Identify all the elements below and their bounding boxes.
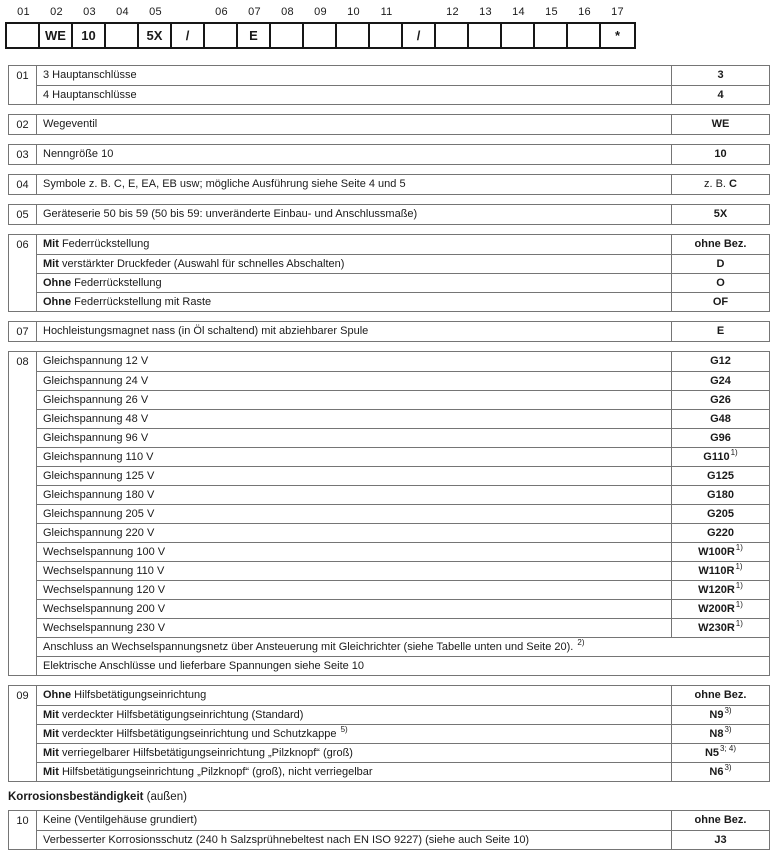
option-code-value: N6 — [709, 766, 724, 778]
option-description — [37, 811, 671, 830]
option-description — [37, 448, 671, 466]
table-row — [37, 292, 769, 311]
option-description — [37, 86, 671, 104]
option-code-value: G26 — [710, 394, 731, 406]
option-description — [37, 657, 769, 675]
option-code — [671, 486, 769, 504]
option-code-value: N8 — [709, 728, 724, 740]
footnote-marker: 1) — [735, 562, 743, 572]
option-description-text: Wegeventil — [43, 118, 98, 130]
table-row — [37, 599, 769, 618]
group-number: 02 — [9, 115, 37, 134]
table-row — [37, 561, 769, 580]
option-description — [37, 467, 671, 485]
option-group — [8, 810, 770, 850]
option-code-value: 5X — [713, 208, 728, 220]
option-code-value: G220 — [707, 527, 734, 539]
group-number: 03 — [9, 145, 37, 164]
option-code-value: W200R — [698, 603, 735, 615]
option-code — [671, 429, 769, 447]
option-description-text: Gleichspannung 48 V — [43, 413, 149, 425]
option-code — [671, 293, 769, 311]
order-code-table — [5, 6, 636, 49]
code-box — [469, 24, 502, 47]
option-description-bold: Mit — [43, 766, 59, 778]
position-number: 01 — [17, 6, 30, 18]
option-description — [37, 391, 671, 409]
code-box — [337, 24, 370, 47]
footnote-marker: 1) — [730, 448, 738, 458]
option-description-text: Gleichspannung 220 V — [43, 527, 155, 539]
option-description — [37, 255, 671, 273]
position-number: 04 — [116, 6, 129, 18]
option-description-text: Gleichspannung 12 V — [43, 355, 149, 367]
table-row — [37, 235, 769, 254]
option-description — [37, 322, 671, 341]
option-description-text: Elektrische Anschlüsse und lieferbare Spannungen siehe Seite 10 — [43, 660, 365, 672]
option-description-text: 4 Hauptanschlüsse — [43, 89, 137, 101]
option-code — [671, 235, 769, 254]
code-box — [106, 24, 139, 47]
option-description — [37, 505, 671, 523]
option-code — [671, 145, 769, 164]
section-heading-bold: Korrosionsbeständigkeit — [8, 791, 144, 803]
position-number: 15 — [545, 6, 558, 18]
option-description-text: verdeckter Hilfsbetätigungseinrichtung und Schutzkappe — [58, 728, 340, 740]
option-description — [37, 66, 671, 85]
group-number: 04 — [9, 175, 37, 194]
option-description-text: Symbole z. B. C, E, EA, EB usw; mögliche Ausführung siehe Seite 4 und 5 — [43, 178, 406, 190]
option-description — [37, 115, 671, 134]
option-description-text: Gleichspannung 24 V — [43, 375, 149, 387]
footnote-marker: 3) — [724, 763, 732, 773]
option-group — [8, 351, 770, 676]
option-description-text: Gleichspannung 110 V — [43, 451, 154, 463]
position-number: 06 — [215, 6, 228, 18]
option-code-value: G12 — [710, 355, 731, 367]
option-description-text: Wechselspannung 200 V — [43, 603, 166, 615]
option-code-value: W100R — [698, 546, 735, 558]
code-box — [568, 24, 601, 47]
position-number: 12 — [446, 6, 459, 18]
option-description — [37, 205, 671, 224]
code-box: 10 — [73, 24, 106, 47]
option-code-value: W110R — [698, 565, 735, 577]
code-box: WE — [40, 24, 73, 47]
option-description-text: Wechselspannung 120 V — [43, 584, 166, 596]
option-description-bold: Mit — [43, 258, 59, 270]
option-group — [8, 321, 770, 342]
table-row — [37, 352, 769, 371]
position-number: 09 — [314, 6, 327, 18]
option-description — [37, 486, 671, 504]
table-row — [37, 743, 769, 762]
option-description — [37, 274, 671, 292]
option-group — [8, 174, 770, 195]
group-number: 06 — [9, 235, 37, 311]
position-number: 05 — [149, 6, 162, 18]
option-description-text: Hochleistungsmagnet nass (in Öl schaltend) mit abziehbarer Spule — [43, 325, 369, 337]
option-code-value: J3 — [714, 834, 727, 846]
option-code-value: G125 — [707, 470, 734, 482]
table-row — [37, 390, 769, 409]
group-number: 05 — [9, 205, 37, 224]
table-row — [37, 409, 769, 428]
option-code-value: ohne Bez. — [694, 814, 747, 826]
table-row — [37, 254, 769, 273]
option-description-text: Hilfsbetätigungseinrichtung — [71, 689, 207, 701]
option-description-text: Gleichspannung 125 V — [43, 470, 155, 482]
option-group — [8, 685, 770, 782]
table-row — [37, 273, 769, 292]
option-code — [671, 205, 769, 224]
code-box: / — [403, 24, 436, 47]
table-row — [37, 205, 769, 224]
table-row — [37, 580, 769, 599]
table-row — [37, 66, 769, 85]
option-description-text: Wechselspannung 110 V — [43, 565, 165, 577]
code-box — [502, 24, 535, 47]
option-code — [671, 372, 769, 390]
option-code — [671, 831, 769, 849]
option-code — [671, 175, 769, 194]
option-description — [37, 410, 671, 428]
option-description-text: Nenngröße 10 — [43, 148, 114, 160]
option-description — [37, 725, 671, 743]
option-description-text: Geräteserie 50 bis 59 (50 bis 59: unveränderte Einbau- und Anschlussmaße) — [43, 208, 418, 220]
option-description-text: verstärkter Druckfeder (Auswahl für schnelles Abschalten) — [58, 258, 345, 270]
table-row — [37, 447, 769, 466]
option-code — [671, 763, 769, 781]
option-description-text: Federrückstellung — [58, 238, 150, 250]
table-row — [37, 466, 769, 485]
position-number: 11 — [380, 6, 393, 18]
option-code — [671, 706, 769, 724]
table-row — [37, 322, 769, 341]
option-description-text: verriegelbarer Hilfsbetätigungseinrichtung „Pilzknopf“ (groß) — [58, 747, 353, 759]
group-number: 07 — [9, 322, 37, 341]
option-description — [37, 831, 671, 849]
table-row — [37, 705, 769, 724]
table-row — [37, 542, 769, 561]
option-description — [37, 619, 671, 637]
option-description-text: Wechselspannung 100 V — [43, 546, 166, 558]
table-row — [37, 830, 769, 849]
option-code — [671, 811, 769, 830]
option-description-text: Gleichspannung 26 V — [43, 394, 149, 406]
option-code-value: G110 — [703, 451, 730, 463]
option-description-text: Wechselspannung 230 V — [43, 622, 166, 634]
group-number: 09 — [9, 686, 37, 781]
code-box — [271, 24, 304, 47]
option-code — [671, 322, 769, 341]
option-description-text: Hilfsbetätigungseinrichtung „Pilzknopf“ (groß), nicht verriegelbar — [58, 766, 373, 778]
option-code — [671, 410, 769, 428]
option-description-text: Verbesserter Korrosionsschutz (240 h Salzsprühnebeltest nach EN ISO 9227) (siehe auch Seite 10) — [43, 834, 530, 846]
option-code-value: 4 — [717, 89, 724, 101]
option-description — [37, 600, 671, 618]
option-description — [37, 293, 671, 311]
option-description — [37, 744, 671, 762]
option-group — [8, 204, 770, 225]
table-row — [37, 371, 769, 390]
option-code — [671, 581, 769, 599]
position-number: 03 — [83, 6, 96, 18]
option-code-value: C — [729, 178, 737, 190]
option-code — [671, 600, 769, 618]
option-description — [37, 429, 671, 447]
code-box: 5X — [139, 24, 172, 47]
group-number: 08 — [9, 352, 37, 675]
option-description — [37, 145, 671, 164]
option-description-text: Gleichspannung 205 V — [43, 508, 155, 520]
option-code-value: 3 — [717, 69, 724, 81]
footnote-marker: 1) — [735, 581, 743, 591]
footnote-marker: 2) — [577, 638, 585, 648]
option-code-value: G180 — [707, 489, 734, 501]
footnote-marker: 1) — [735, 600, 743, 610]
option-code — [671, 543, 769, 561]
footnote-marker: 3) — [724, 725, 732, 735]
option-code — [671, 448, 769, 466]
option-code — [671, 115, 769, 134]
option-code-value: G24 — [710, 375, 731, 387]
table-row — [37, 523, 769, 542]
option-code — [671, 524, 769, 542]
option-code — [671, 505, 769, 523]
option-description-bold: Ohne — [43, 296, 72, 308]
selection-table — [0, 65, 777, 850]
option-group — [8, 65, 770, 105]
option-description-text: Keine (Ventilgehäuse grundiert) — [43, 814, 198, 826]
position-number: 14 — [512, 6, 525, 18]
footnote-marker: 5) — [340, 725, 348, 735]
option-code — [671, 391, 769, 409]
option-code-value: W230R — [698, 622, 735, 634]
option-description-bold: Mit — [43, 747, 59, 759]
option-group — [8, 234, 770, 312]
option-code-value: G205 — [707, 508, 734, 520]
table-row — [37, 724, 769, 743]
option-code — [671, 562, 769, 580]
position-number — [403, 6, 436, 22]
option-code-value: O — [716, 277, 725, 289]
table-row — [37, 811, 769, 830]
table-row — [37, 115, 769, 134]
section-heading — [8, 791, 777, 804]
option-description — [37, 763, 671, 781]
option-description — [37, 372, 671, 390]
option-code — [671, 619, 769, 637]
table-row — [37, 637, 769, 656]
option-group — [8, 144, 770, 165]
option-code-value: ohne Bez. — [694, 238, 747, 250]
option-code-value: E — [716, 325, 725, 337]
code-box — [7, 24, 40, 47]
position-number — [172, 6, 205, 22]
option-code — [671, 255, 769, 273]
position-number: 16 — [578, 6, 591, 18]
option-description-text: Federrückstellung — [71, 277, 162, 289]
option-description-bold: Ohne — [43, 277, 72, 289]
option-description-text: Anschluss an Wechselspannungsnetz über Ansteuerung mit Gleichrichter (siehe Tabelle unten und Seite 20). — [43, 641, 577, 653]
table-row — [37, 504, 769, 523]
order-code-boxes — [5, 22, 636, 49]
code-box — [205, 24, 238, 47]
option-description — [37, 706, 671, 724]
option-description — [37, 562, 671, 580]
group-number: 10 — [9, 811, 37, 849]
footnote-marker: 1) — [735, 543, 743, 553]
position-number: 10 — [347, 6, 360, 18]
table-row — [37, 686, 769, 705]
option-description — [37, 175, 671, 194]
code-box: * — [614, 28, 621, 43]
option-code-value: 10 — [714, 148, 727, 160]
option-code-value: OF — [712, 296, 729, 308]
option-description — [37, 352, 671, 371]
option-description-bold: Mit — [43, 238, 59, 250]
option-code — [671, 274, 769, 292]
option-code-value: G48 — [710, 413, 731, 425]
footnote-marker: 1) — [735, 619, 743, 629]
option-code-value: W120R — [698, 584, 735, 596]
option-description-bold: Mit — [43, 709, 59, 721]
option-description — [37, 638, 769, 656]
option-code — [671, 744, 769, 762]
option-description-text: 3 Hauptanschlüsse — [43, 69, 137, 81]
table-row — [37, 428, 769, 447]
order-code-numbers — [5, 6, 636, 22]
option-description — [37, 524, 671, 542]
table-row — [37, 762, 769, 781]
option-description — [37, 543, 671, 561]
option-description — [37, 581, 671, 599]
table-row — [37, 85, 769, 104]
option-code — [671, 467, 769, 485]
position-number: 13 — [479, 6, 492, 18]
footnote-marker: 3; 4) — [720, 744, 737, 754]
position-number: 17 — [611, 6, 624, 18]
position-number: 08 — [281, 6, 294, 18]
option-description-bold: Mit — [43, 728, 59, 740]
section-heading-text: (außen) — [143, 791, 187, 803]
option-code-value: N9 — [709, 709, 724, 721]
option-code-prefix: z. B. — [703, 178, 730, 190]
table-row — [37, 485, 769, 504]
table-row — [37, 656, 769, 675]
code-box: / — [172, 24, 205, 47]
code-box — [436, 24, 469, 47]
option-code — [671, 725, 769, 743]
group-number: 01 — [9, 66, 37, 104]
table-row — [37, 145, 769, 164]
option-code — [671, 86, 769, 104]
code-box — [370, 24, 403, 47]
option-code-value: ohne Bez. — [694, 689, 747, 701]
option-description-text: Gleichspannung 96 V — [43, 432, 149, 444]
position-number: 07 — [248, 6, 261, 18]
option-code-value: G96 — [710, 432, 731, 444]
option-description — [37, 686, 671, 705]
footnote-marker: 3) — [724, 706, 732, 716]
option-group — [8, 114, 770, 135]
option-description — [37, 235, 671, 254]
code-box — [535, 24, 568, 47]
code-box — [304, 24, 337, 47]
option-description-text: Federrückstellung mit Raste — [71, 296, 212, 308]
option-code — [671, 66, 769, 85]
option-code — [671, 686, 769, 705]
option-description-bold: Ohne — [43, 689, 72, 701]
option-code — [671, 352, 769, 371]
option-description-text: verdeckter Hilfsbetätigungseinrichtung (Standard) — [58, 709, 304, 721]
option-code-value: WE — [711, 118, 730, 130]
option-code-value: D — [716, 258, 725, 270]
ordering-code-page — [0, 6, 777, 855]
table-row — [37, 175, 769, 194]
option-description-text: Gleichspannung 180 V — [43, 489, 155, 501]
position-number: 02 — [50, 6, 63, 18]
option-code-value: N5 — [704, 747, 720, 759]
table-row — [37, 618, 769, 637]
code-box: E — [238, 24, 271, 47]
